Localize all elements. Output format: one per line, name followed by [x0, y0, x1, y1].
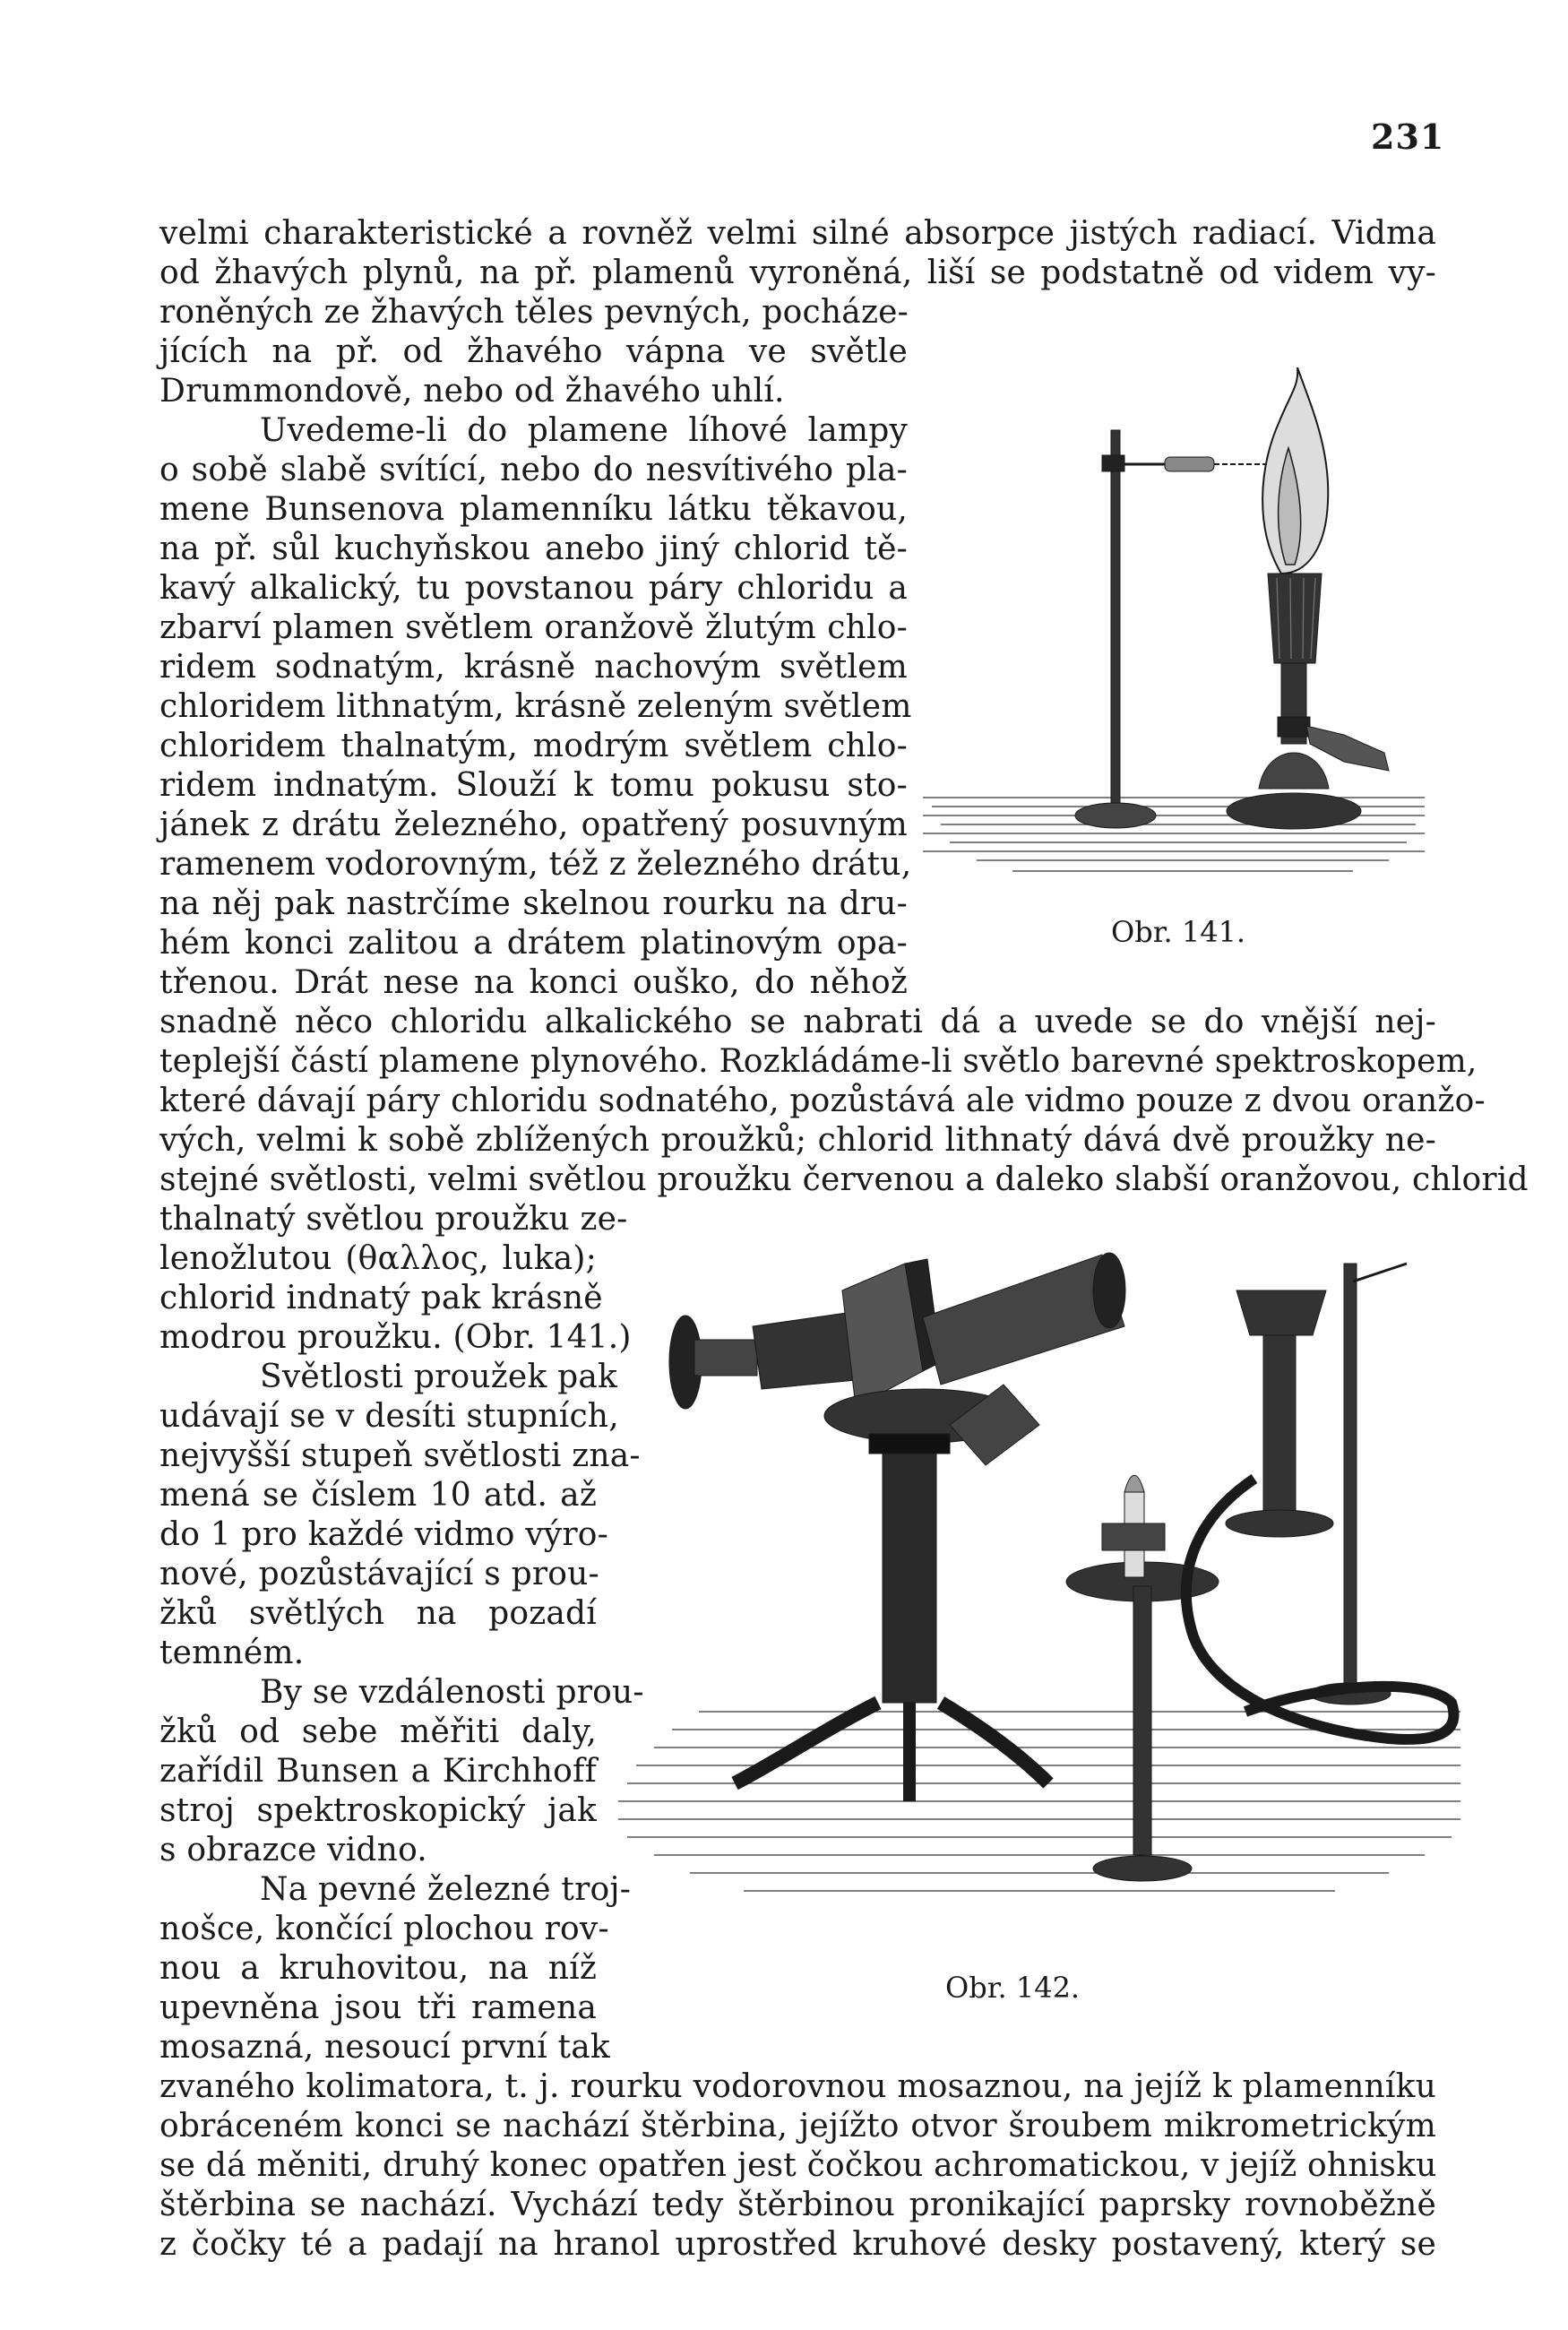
text-line: lenožlutou (θαλλος, luka); [159, 1240, 597, 1277]
text-line: By se vzdálenosti prou- [260, 1674, 644, 1711]
text-line: chlorid indnatý pak krásně [159, 1280, 603, 1316]
figure-142-caption: Obr. 142. [945, 1971, 1081, 2005]
text-line: do 1 pro každé vidmo výro- [159, 1516, 608, 1553]
text-line: hém konci zalitou a drátem platinovým opa- [159, 925, 908, 962]
text-line: snadně něco chloridu alkalického se nabrati dá a uvede se do vnější nej- [159, 1004, 1436, 1040]
figure-141-bunsen-burner [923, 367, 1434, 923]
text-line: na př. sůl kuchyňskou anebo jiný chlorid tě- [159, 531, 908, 567]
text-line: které dávají páry chloridu sodnatého, pozůstává ale vidmo pouze z dvou oranžo- [159, 1083, 1486, 1119]
text-line: mená se číslem 10 atd. až [159, 1477, 597, 1514]
text-line: Uvedeme-li do plamene líhové lampy [260, 412, 908, 449]
text-line: nejvyšší stupeň světlosti zna- [159, 1437, 641, 1474]
page-number: 231 [1371, 116, 1445, 157]
text-line: modrou proužku. (Obr. 141.) [159, 1319, 632, 1356]
text-line: nové, pozůstávající s prou- [159, 1556, 599, 1592]
text-line: obráceném konci se nachází štěrbina, jejížto otvor šroubem mikrometrickým [159, 2108, 1436, 2144]
text-line: mene Bunsenova plamenníku látku těkavou, [159, 491, 908, 528]
text-line: o sobě slabě svítící, nebo do nesvítivého pla- [159, 452, 908, 488]
text-line: udávají se v desíti stupních, [159, 1398, 619, 1435]
text-line: se dá měniti, druhý konec opatřen jest čočkou achromatickou, v jejíž ohnisku [159, 2147, 1437, 2184]
text-line: chloridem lithnatým, krásně zeleným světlem [159, 688, 912, 725]
text-line: na něj pak nastrčíme skelnou rourku na dru- [159, 885, 908, 922]
text-line: Světlosti proužek pak [260, 1359, 618, 1395]
text-line: nošce, končící plochou rov- [159, 1911, 609, 1947]
text-line: nou a kruhovitou, na níž [159, 1950, 597, 1987]
figure-142-spectroscope [618, 1228, 1469, 1936]
text-line: od žhavých plynů, na př. plamenů vyroněná, liší se podstatně od videm vy- [159, 255, 1436, 291]
text-line: velmi charakteristické a rovněž velmi silné absorpce jistých radiací. Vidma [159, 215, 1436, 252]
text-line: Na pevné železné troj- [260, 1871, 632, 1908]
text-line: žků světlých na pozadí [159, 1595, 597, 1632]
text-line: z čočky té a padají na hranol uprostřed kruhové desky postavený, který se [159, 2226, 1436, 2263]
text-line: stejné světlosti, velmi světlou proužku červenou a daleko slabší oranžovou, chlorid [159, 1161, 1529, 1198]
text-line: žků od sebe měřiti daly, [159, 1713, 597, 1750]
text-line: s obrazce vidno. [159, 1832, 427, 1868]
text-line: jánek z drátu železného, opatřený posuvným [159, 807, 908, 843]
text-line: vých, velmi k sobě zblížených proužků; chlorid lithnatý dává dvě proužky ne- [159, 1122, 1436, 1159]
text-line: štěrbina se nachází. Vychází tedy štěrbinou pronikající paprsky rovnoběžně [159, 2187, 1436, 2223]
text-line: zařídil Bunsen a Kirchhoff [159, 1753, 597, 1790]
text-line: teplejší částí plamene plynového. Rozkládáme-li světlo barevné spektroskopem, [159, 1043, 1478, 1080]
text-line: upevněna jsou tři ramena [159, 1989, 597, 2026]
text-line: zbarví plamen světlem oranžově žlutým chlo- [159, 609, 908, 646]
text-line: temném. [159, 1635, 305, 1671]
text-line: třenou. Drát nese na konci ouško, do něhož [159, 964, 908, 1001]
text-line: stroj spektroskopický jak [159, 1792, 597, 1829]
figure-141-caption: Obr. 141. [1111, 915, 1246, 949]
text-line: Drummondově, nebo od žhavého uhlí. [159, 373, 785, 410]
text-line: ramenem vodorovným, též z železného drátu, [159, 846, 912, 883]
text-line: jících na př. od žhavého vápna ve světle [159, 333, 908, 370]
text-line: chloridem thalnatým, modrým světlem chlo- [159, 728, 908, 764]
text-line: kavý alkalický, tu povstanou páry chloridu a [159, 570, 908, 607]
text-line: mosazná, nesoucí první tak [159, 2029, 610, 2066]
text-line: roněných ze žhavých těles pevných, pocháze- [159, 294, 909, 331]
text-line: ridem sodnatým, krásně nachovým světlem [159, 649, 908, 686]
text-line: zvaného kolimatora, t. j. rourku vodorovnou mosaznou, na jejíž k plamenníku [159, 2068, 1436, 2105]
text-line: ridem indnatým. Slouží k tomu pokusu sto- [159, 767, 908, 804]
text-line: thalnatý světlou proužku ze- [159, 1201, 628, 1238]
